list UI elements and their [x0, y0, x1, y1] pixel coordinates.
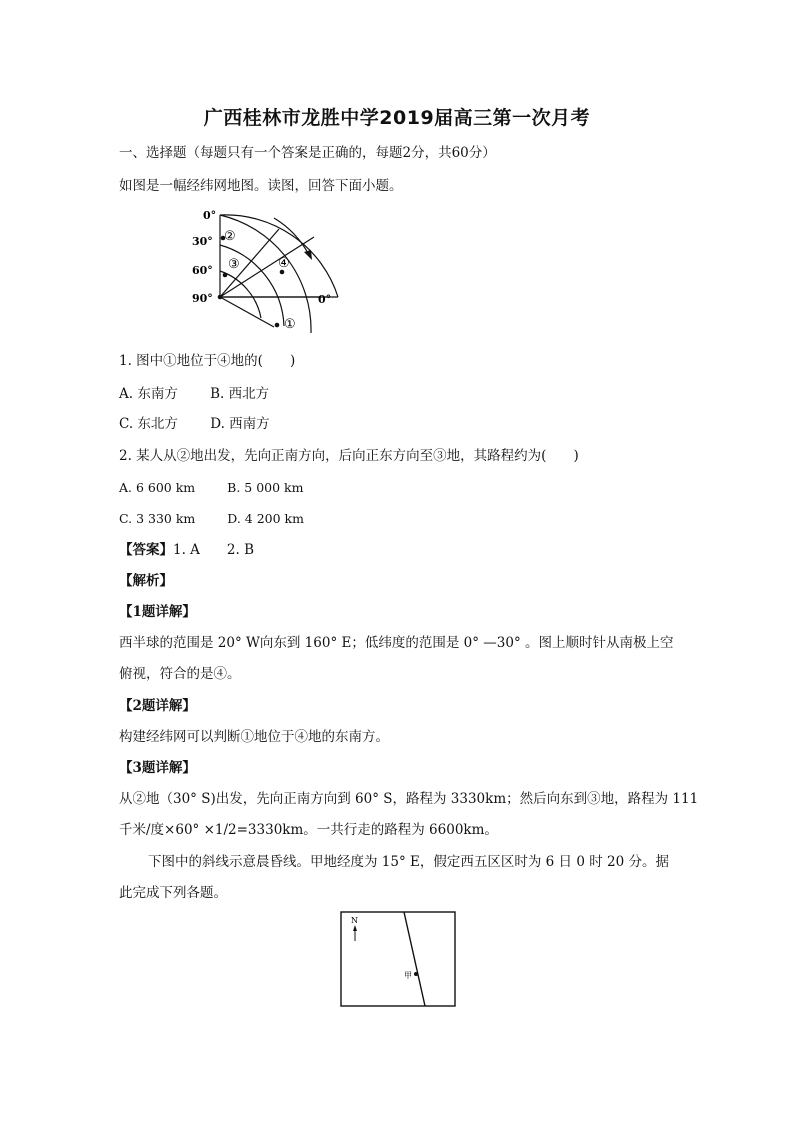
option-2a: A. 6 600 km	[119, 480, 196, 495]
point-jia-label: 甲	[404, 971, 412, 980]
detail-3-line-1: 从②地（30° S)出发，先向正南方向到 60° S，路程为 3330km；然后向东到③地，路程为 111	[119, 791, 699, 807]
option-1a: A. 东南方	[119, 386, 178, 402]
option-1b: B. 西北方	[210, 386, 270, 402]
question-2-options-row-2	[119, 510, 304, 528]
detail-3-label: 【3题详解】	[119, 760, 196, 776]
option-2c: C. 3 330 km	[119, 511, 196, 526]
answer-line	[119, 541, 254, 559]
question-1-options-row-1	[119, 385, 269, 403]
intro-2-line-1: 下图中的斜线示意晨昏线。甲地经度为 15° E，假定西五区区时为 6 日 0 时 20 分。据	[148, 854, 669, 870]
lat-label-0: 0°	[203, 209, 217, 222]
lat-label-30: 30°	[192, 235, 213, 248]
option-2d: D. 4 200 km	[227, 511, 304, 526]
page-title: 广西桂林市龙胜中学2019届高三第一次月考	[203, 107, 591, 129]
lon-label-0: 0°	[318, 293, 332, 306]
detail-2-line-1: 构建经纬网可以判断①地位于④地的东南方。	[119, 729, 389, 745]
intro-text: 如图是一幅经纬网地图。读图，回答下面小题。	[119, 178, 403, 194]
detail-1-line-2: 俯视，符合的是④。	[119, 666, 241, 682]
marker-3: ③	[228, 257, 240, 272]
detail-1-label: 【1题详解】	[119, 604, 196, 620]
lat-label-90: 90°	[192, 292, 213, 305]
marker-4: ④	[278, 256, 290, 271]
detail-3-line-2: 千米/度×60° ×1/2=3330km。一共行走的路程为 6600km。	[119, 822, 498, 838]
terminator-figure	[340, 911, 456, 1007]
option-1d: D. 西南方	[210, 416, 270, 432]
question-1-options-row-2	[119, 415, 270, 433]
north-label: N	[351, 916, 358, 925]
answer-text: 1. A 2. B	[173, 542, 255, 558]
marker-1: ①	[284, 317, 296, 332]
option-2b: B. 5 000 km	[227, 480, 304, 495]
question-2-stem: 2. 某人从②地出发，先向正南方向，后向正东方向至③地，其路程约为( )	[119, 448, 579, 464]
option-1c: C. 东北方	[119, 416, 178, 432]
analysis-label: 【解析】	[119, 573, 173, 589]
section-heading: 一、选择题（每题只有一个答案是正确的，每题2分，共60分）	[119, 145, 496, 161]
question-2-options-row-1	[119, 479, 303, 497]
marker-2: ②	[224, 229, 236, 244]
answer-label: 【答案】	[119, 542, 173, 558]
lat-label-60: 60°	[192, 264, 213, 277]
graticule-map-figure	[186, 205, 346, 339]
detail-2-label: 【2题详解】	[119, 698, 196, 714]
question-1-stem: 1. 图中①地位于④地的( )	[119, 353, 296, 369]
intro-2-line-2: 此完成下列各题。	[119, 885, 227, 901]
detail-1-line-1: 西半球的范围是 20° W向东到 160° E；低纬度的范围是 0° —30° 。图上顺时针从南极上空	[119, 635, 674, 651]
